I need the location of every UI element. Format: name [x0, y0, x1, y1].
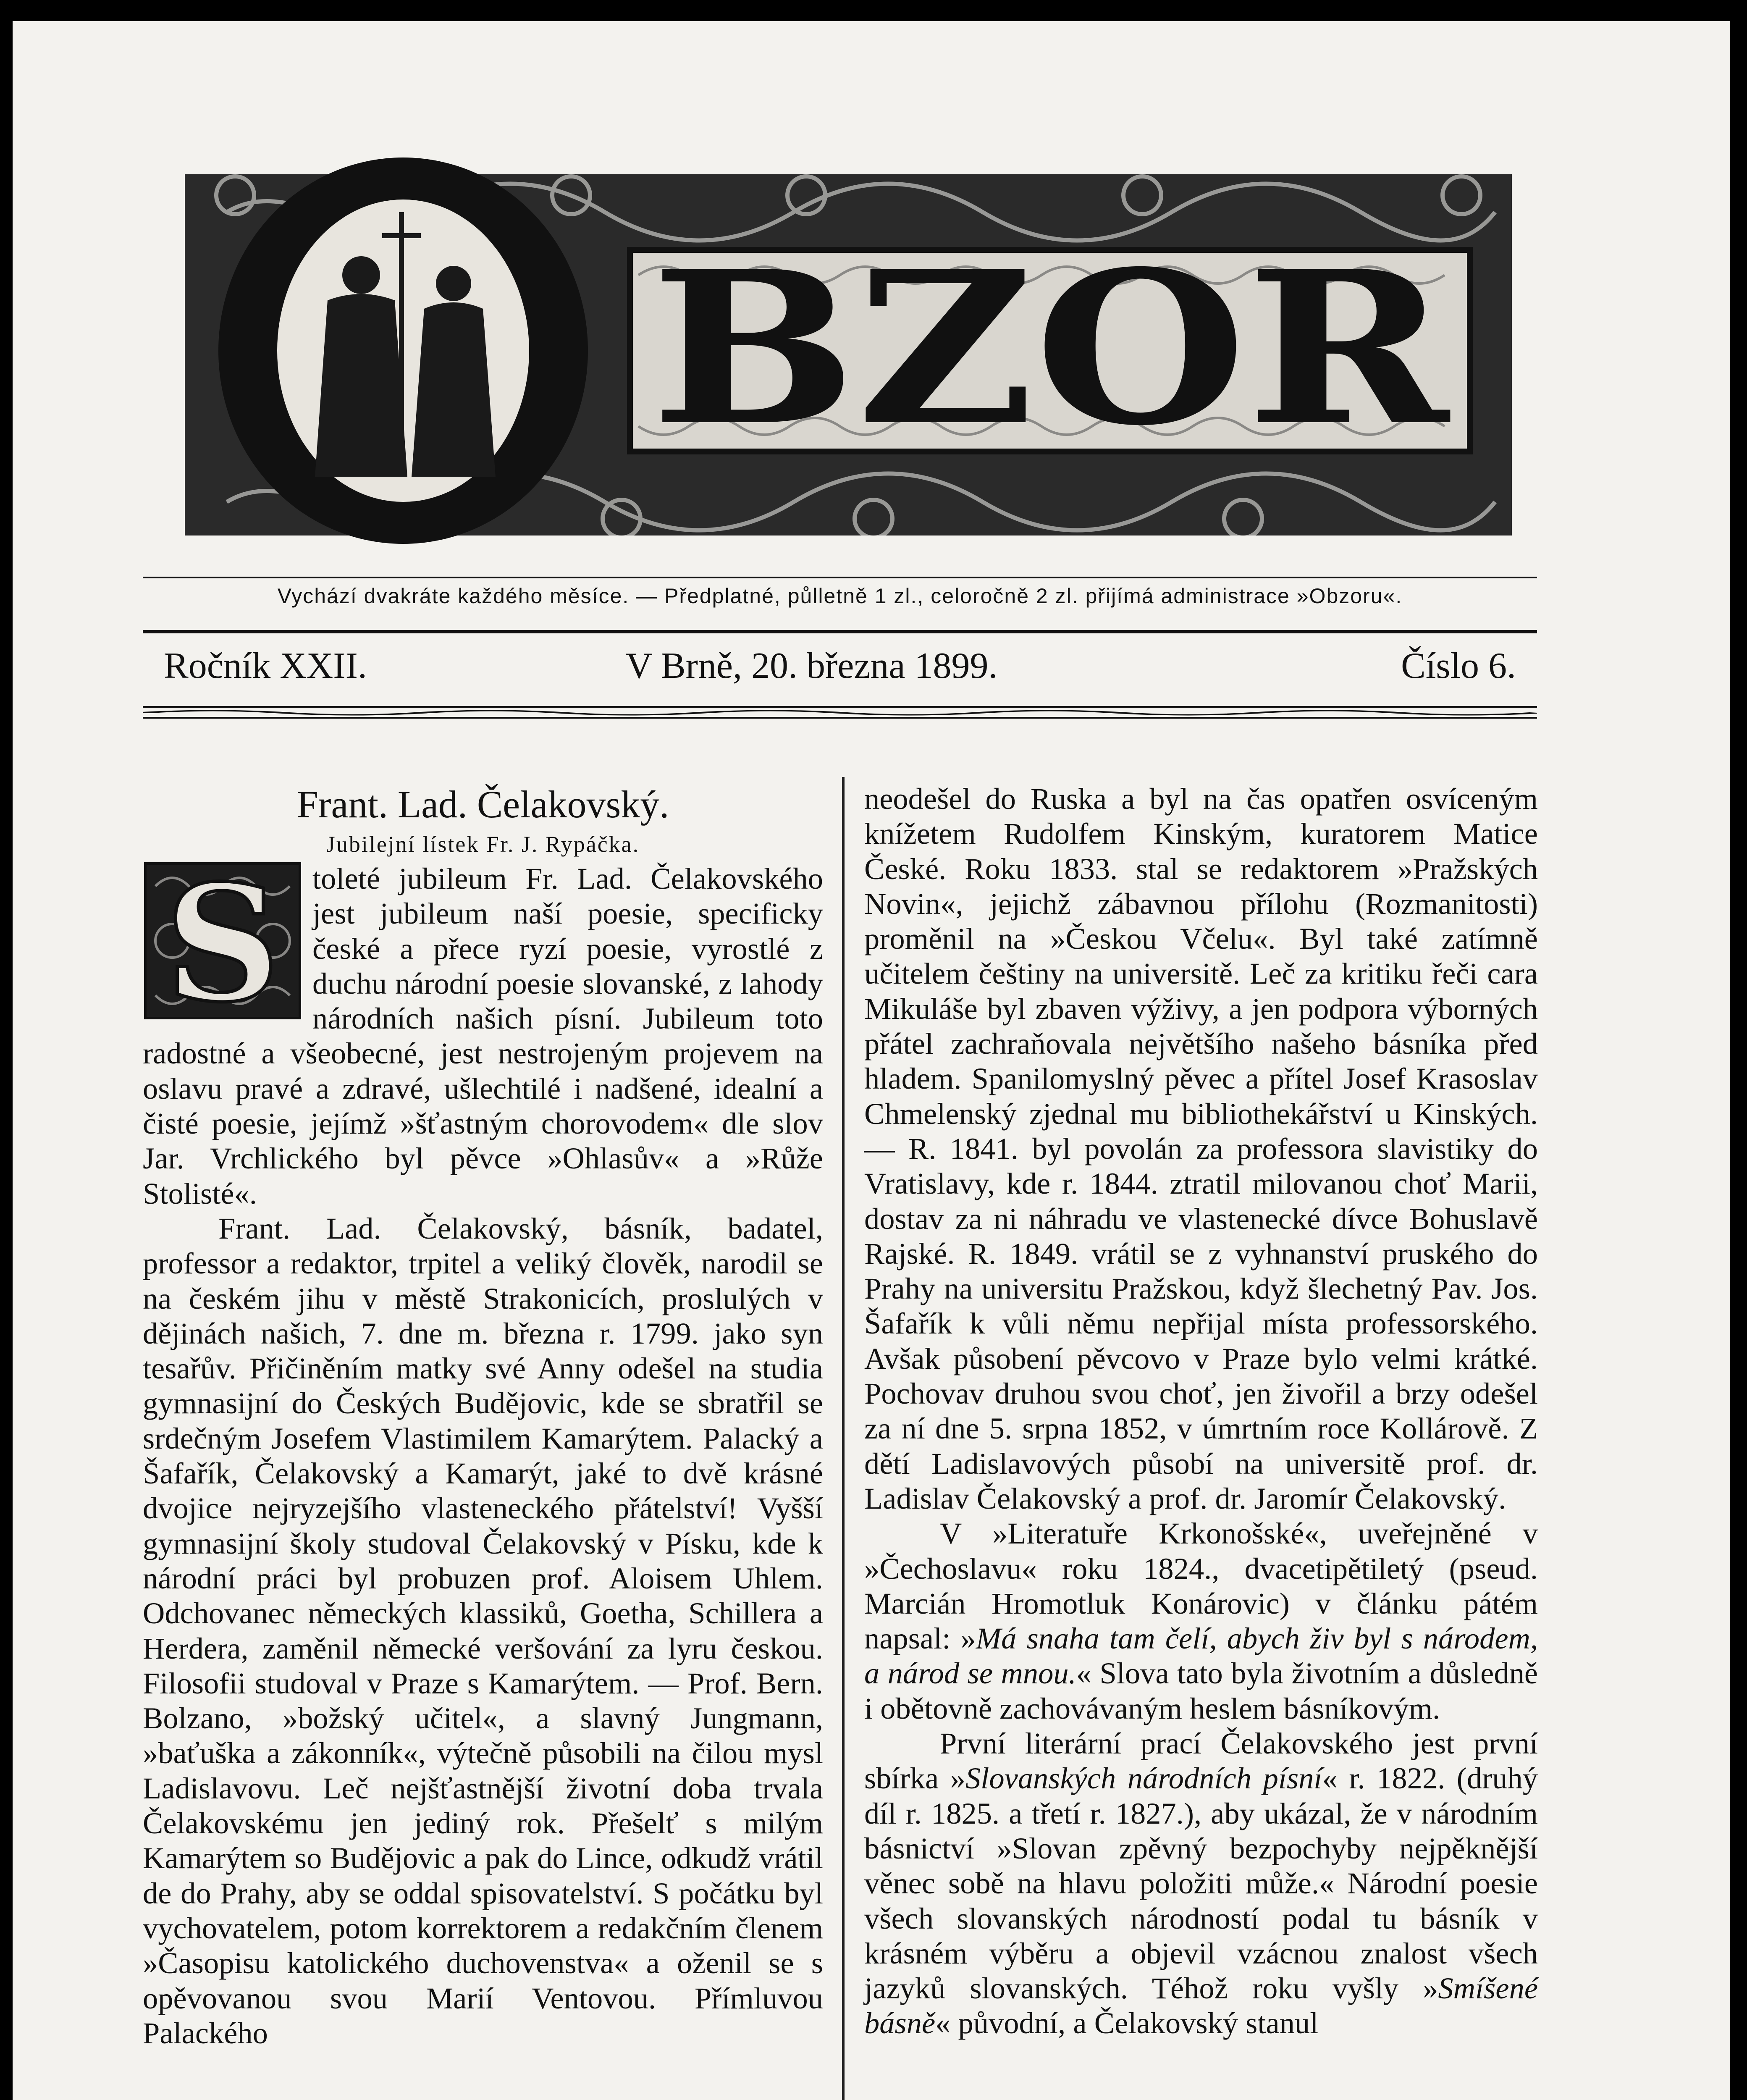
- wavy-rule: [143, 704, 1537, 720]
- article-title: Frant. Lad. Čelakovský.: [296, 783, 669, 826]
- right-column: [864, 781, 1538, 2041]
- work-title-1: Slovanských národních písní: [965, 1761, 1322, 1796]
- masthead: [185, 149, 1512, 573]
- paragraph-2: Frant. Lad. Čelakovský, básník, badatel, professor a redaktor, trpitel a veliký člověk, narodil se na českém jihu v městě Strakonicích, proslulých v dějinách našich, 7. dne m. března r. 1799. jako syn tesařův. Přičiněním matky své Anny odešel na studia gymnasijní do Českých Budějovic, kde se sbratřil se srdečným Josefem Vlastimilem Kamarýtem. Palacký a Šafařík, Čelakovský a Kamarýt, jaké to dvě krásné dvojice nejryzejšího vlasteneckého přátelství! Vyšší gymnasijní školy studoval Čelakovský v Písku, kde k národní práci byl probuzen prof. Aloisem Uhlem. Odchovanec německých klassiků, Goetha, Schillera a Herdera, zaměnil německé veršování za lyru českou. Filosofii studoval v Praze s Kamarýtem. — Prof. Bern. Bolzano, »božský učitel«, a slavný Jungmann, »baťuška a zákonník«, výtečně působili na čilou mysl Ladislavovu. Leč nejšťastnější životní doba trvala Čelakovskému jen jediný rok. Přešelť s milým Kamarýtem so Budějovic a pak do Lince, odkudž vrátil de do Prahy, aby se oddal spisovatelství. S počátku byl vychovatelem, potom korrektorem a redakčním členem »Časopisu katolického duchovenstva« a oženil se s opěvovanou svou Marií Ventovou. Přímluvou Palackého: [143, 1211, 823, 2050]
- drop-cap-letter: S: [165, 861, 281, 1021]
- top-rule: [143, 577, 1537, 578]
- paragraph-5: První literární prací Čelakovského jest první sbírka »Slovanských národních písní« r. 1822. (druhý díl r. 1825. a třetí r. 1827.), aby ukázal, že v národním básnictví »Slovan zpěvný bezpochyby nejpěknější věnec sobě na hlavu položiti může.« Národní poesie všech slovanských národností podal tu básník v krásném výběru a objevil vzácnou znalost všech jazyků slovanských. Téhož roku vyšly »Smíšené básně« původní, a Čelakovský stanul: [864, 1726, 1538, 2040]
- paragraph-1-text: toleté jubileum Fr. Lad. Čelakovského jest jubileum naší poesie, specificky české a přece ryzí poesie, vyrostlé z duchu národní poesie slovanské, z lahody národních našich písní. Jubileum toto radostné a všeobecné, jest nestrojeným projevem na oslavu pravé a zdravé, ušlechtilé i nadšené, idealní a čisté poesie, jejímž »šťastným chorovodem« dle slov Jar. Vrchlického byl pěvce »Ohlasův« a »Růže Stolisté«.: [143, 861, 823, 1210]
- paragraph-1: [143, 861, 823, 1211]
- paragraph-4: V »Literatuře Krkonošské«, uveřejněné v »Čechoslavu« roku 1824., dvacetipětiletý (pseud. Marcián Hromotluk Konárovic) v článku pátém napsal: »Má snaha tam čelí, abych živ byl s národem, a národ se mnou.« Slova tato byla životním a důsledně i obětovně zachovávaným heslem básníkovým.: [864, 1516, 1538, 1725]
- issue-number: Číslo 6.: [1401, 646, 1516, 686]
- paragraph-3: neodešel do Ruska a byl na čas opatřen osvíceným knížetem Rudolfem Kinským, kuratorem Matice České. Roku 1833. stal se redaktorem »Pražských Novin«, jejichž zábavnou přílohu (Rozmanitosti) proměnil na »Českou Včelu«. Byl také zatímně učitelem češtiny na universitě. Leč za kritiku řeči cara Mikuláše byl zbaven výživy, a jen podpora výborných přátel zachraňovala největšího našeho básníka před hladem. Spanilomyslný pěvec a přítel Josef Krasoslav Chmelenský zjednal mu bibliothekářství u Kinských. — R. 1841. byl povolán za professora slavistiky do Vratislavy, kde r. 1844. ztratil milovanou choť Marii, dostav za ni náhradu ve vlastenecké dívce Bohuslavě Rajské. R. 1849. vrátil se z vyhnanství pruského do Prahy na universitu Pražskou, když šlechetný Pav. Jos. Šafařík k vůli němu nepřijal místa professorského. Avšak působení pěvcovo v Praze bylo velmi krátké. Pochovav druhou svou choť, jen živořil a brzy odešel za ní dne 5. srpna 1852, v úmrtním roce Kollárově. Z dětí Ladislavových působí na universitě prof. dr. Ladislav Čelakovský a prof. dr. Jaromír Čelakovský.: [864, 782, 1538, 1515]
- column-divider: [842, 777, 845, 2100]
- newspaper-title: BZOR: [651, 225, 1452, 472]
- article-byline: Jubilejní lístek Fr. J. Rypáčka.: [326, 832, 640, 857]
- header-rule: [143, 630, 1537, 633]
- subscription-line: Vychází dvakráte každého měsíce. — Předplatné, půlletně 1 zl., celoročně 2 zl. přijímá administrace »Obzoru«.: [277, 584, 1403, 608]
- drop-cap: [143, 861, 302, 1021]
- place-date: V Brně, 20. března 1899.: [626, 646, 998, 686]
- masthead-illustration: [185, 149, 1512, 573]
- volume-number: Ročník XXII.: [164, 646, 367, 686]
- work-title-2: Smíšené básně: [864, 1971, 1538, 2040]
- motto-quote: Má snaha tam čelí, abych živ byl s národem, a národ se mnou.: [864, 1621, 1538, 1690]
- left-column: [143, 781, 823, 2050]
- issue-line: [164, 645, 1516, 691]
